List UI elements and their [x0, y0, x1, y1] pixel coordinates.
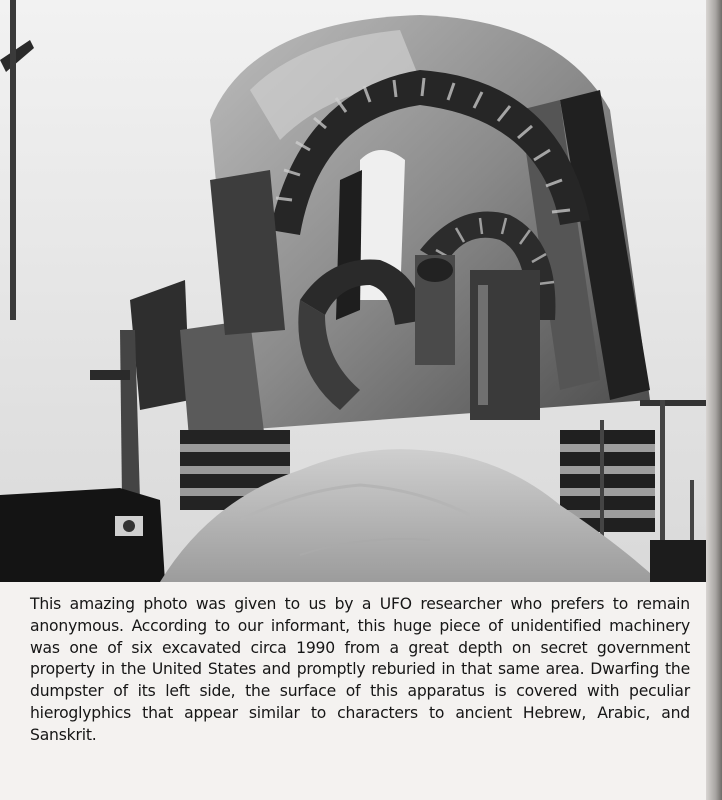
page-edge-shadow — [706, 0, 722, 800]
photo-caption: This amazing photo was given to us by a UFO researcher who prefers to remain anonymous. According to our informant, this huge piece of unidentified machinery was one of six excavated circa 1990 from a great depth on secret government property in the United States and promptly reburied in that same area. Dwarfing the dumpster of its left side, the surface of this apparatus is covered with peculiar hieroglyphics that appear similar to characters to ancient Hebrew, Arabic, and Sanskrit. — [30, 595, 690, 744]
